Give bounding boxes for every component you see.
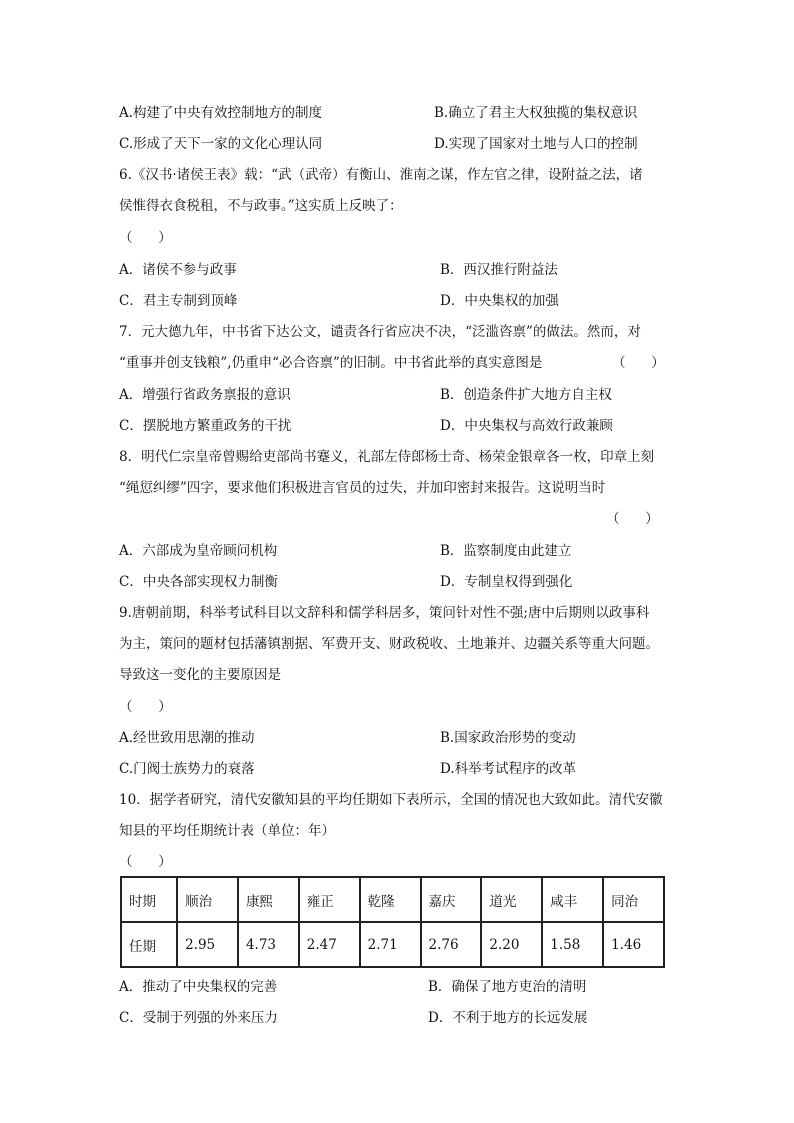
q5-option-d[interactable]: D.实现了国家对土地与人口的控制 (434, 136, 638, 152)
q6-stem-cont: 侯惟得衣食税租，不与政事。”这实质上反映了： (119, 198, 403, 214)
table-cell: 1.46 (603, 922, 664, 967)
q8-option-b[interactable]: B．监察制度由此建立 (440, 543, 572, 559)
q10-answer-blank[interactable]: （ ） (119, 854, 172, 870)
table-cell: 4.73 (238, 922, 299, 967)
table-cell: 时期 (121, 877, 177, 922)
q5-option-c[interactable]: C.形成了天下一家的文化心理认同 (119, 136, 323, 152)
q5-option-a[interactable]: A.构建了中央有效控制地方的制度 (119, 105, 323, 121)
table-cell: 2.95 (177, 922, 238, 967)
table-cell: 嘉庆 (421, 877, 482, 922)
q9-option-b[interactable]: B.国家政治形势的变动 (440, 730, 576, 746)
q8-stem: 8．明代仁宗皇帝曾赐给吏部尚书蹇义，礼部左侍郎杨士奇、杨荣金银章各一枚，印章上刻 (119, 449, 655, 465)
q10-option-a[interactable]: A．推动了中央集权的完善 (119, 979, 278, 995)
table-cell: 2.71 (360, 922, 421, 967)
table-cell: 道光 (481, 877, 542, 922)
q6-stem: 6.《汉书·诸侯王表》载：“武（武帝）有衡山、淮南之谋，作左官之律，设附益之法，诸 (119, 167, 643, 183)
q9-option-c[interactable]: C.门阀士族势力的衰落 (119, 761, 255, 777)
q6-option-d[interactable]: D．中央集权的加强 (440, 293, 559, 309)
table-cell: 1.58 (542, 922, 603, 967)
table-cell: 顺治 (177, 877, 238, 922)
q7-option-c[interactable]: C．摆脱地方繁重政务的干扰 (119, 418, 292, 434)
q9-option-d[interactable]: D.科举考试程序的改革 (440, 761, 577, 777)
table-cell: 乾隆 (360, 877, 421, 922)
q9-stem: 9.唐朝前期，科举考试科目以文辞科和儒学科居多，策问针对性不强;唐中后期则以政事科 (119, 605, 650, 621)
q8-option-d[interactable]: D．专制皇权得到强化 (440, 574, 573, 590)
q10-stem-cont: 知县的平均任期统计表（单位：年） (119, 823, 335, 839)
table-cell: 同治 (603, 877, 664, 922)
tenure-table (120, 876, 665, 968)
q6-option-c[interactable]: C．君主专制到顶峰 (119, 293, 238, 309)
q10-option-c[interactable]: C．受制于列强的外来压力 (119, 1010, 278, 1026)
q6-option-a[interactable]: A．诸侯不参与政事 (119, 262, 237, 278)
q7-stem-cont: “重事并创支钱粮”,仍重申“必合咨禀”的旧制。中书省此举的真实意图是 (119, 355, 543, 371)
q8-stem-cont: “绳愆纠缪”四字，要求他们积极进言官员的过失，并加印密封来报告。这说明当时 (119, 480, 606, 496)
q7-stem: 7．元大德九年，中书省下达公文，谴责各行省应决不决，“泛滥咨禀”的做法。然而，对 (119, 324, 641, 340)
table-header-row (121, 877, 664, 922)
table-cell: 2.20 (481, 922, 542, 967)
q10-option-d[interactable]: D．不利于地方的长远发展 (428, 1010, 588, 1026)
table-cell: 2.76 (421, 922, 482, 967)
table-cell: 咸丰 (542, 877, 603, 922)
table-cell: 雍正 (299, 877, 360, 922)
q7-option-d[interactable]: D．中央集权与高效行政兼顾 (440, 418, 613, 434)
q6-option-b[interactable]: B．西汉推行附益法 (440, 262, 558, 278)
q9-stem-cont2: 导致这一变化的主要原因是 (119, 667, 281, 683)
q7-answer-blank[interactable]: （ ） (612, 355, 665, 371)
q7-option-a[interactable]: A．增强行省政务禀报的意识 (119, 387, 291, 403)
q10-stem: 10．据学者研究，清代安徽知县的平均任期如下表所示，全国的情况也大致如此。清代安徽 (119, 792, 663, 808)
q8-option-a[interactable]: A．六部成为皇帝顾问机构 (119, 543, 278, 559)
q8-option-c[interactable]: C．中央各部实现权力制衡 (119, 574, 278, 590)
q8-answer-blank[interactable]: （ ） (606, 511, 659, 527)
q9-answer-blank[interactable]: （ ） (119, 699, 172, 715)
q9-option-a[interactable]: A.经世致用思潮的推动 (119, 730, 255, 746)
table-row (121, 922, 664, 967)
table-cell: 任期 (121, 922, 177, 967)
q7-option-b[interactable]: B．创造条件扩大地方自主权 (440, 387, 612, 403)
q10-option-b[interactable]: B．确保了地方吏治的清明 (428, 979, 587, 995)
table-cell: 2.47 (299, 922, 360, 967)
q5-option-b[interactable]: B.确立了君主大权独揽的集权意识 (434, 105, 638, 121)
q6-answer-blank[interactable]: （ ） (119, 230, 172, 246)
q9-stem-cont: 为主，策问的题材包括藩镇割据、军费开支、财政税收、土地兼并、边疆关系等重大问题。 (119, 636, 659, 652)
table-cell: 康熙 (238, 877, 299, 922)
